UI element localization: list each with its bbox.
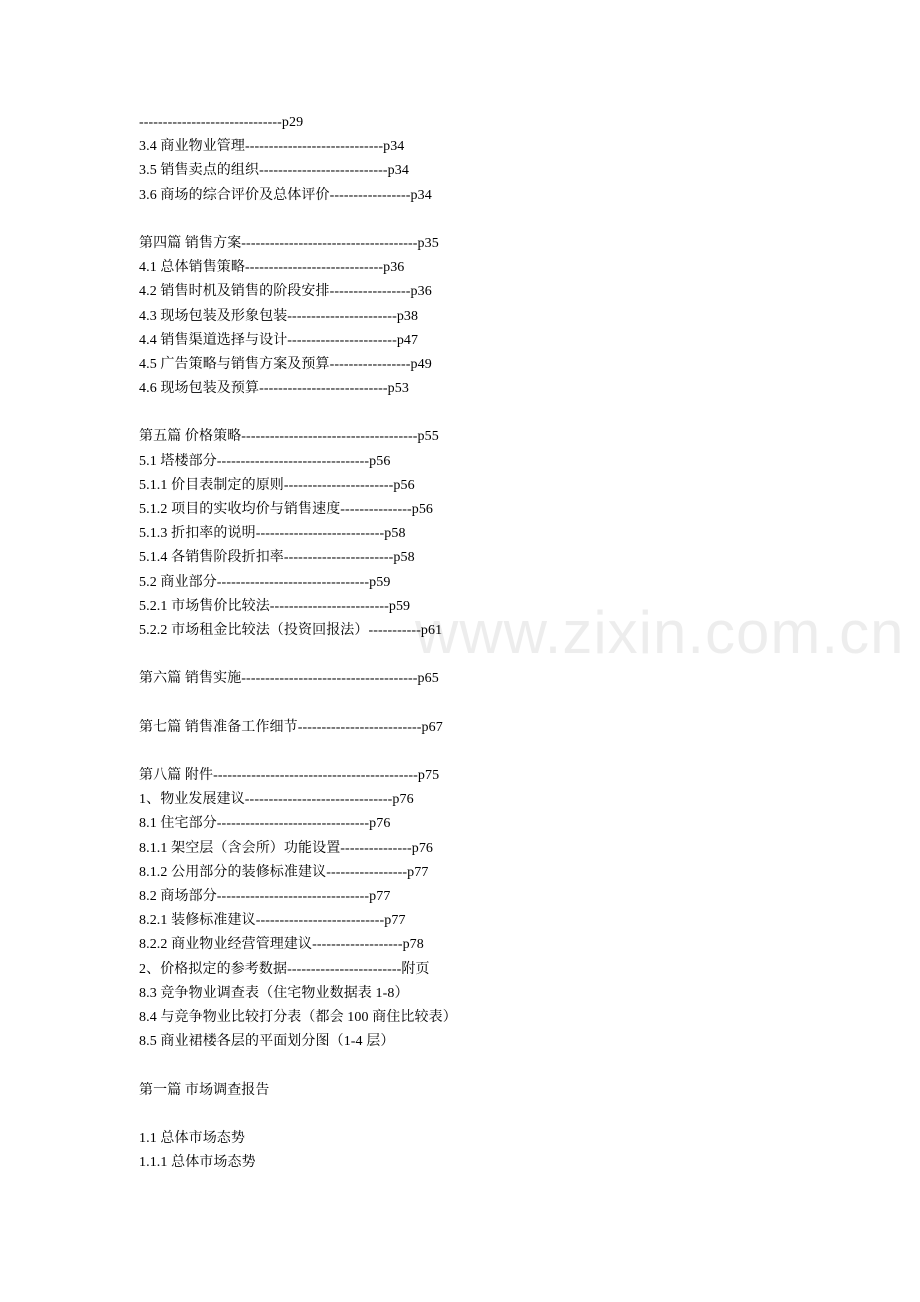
toc-line: 5.2 商业部分--------------------------------p59: [139, 574, 391, 590]
toc-line: 1、物业发展建议-------------------------------p76: [139, 792, 414, 808]
toc-line: 5.1 塔楼部分--------------------------------p56: [139, 453, 391, 469]
toc-line: 4.3 现场包装及形象包装-----------------------p38: [139, 308, 419, 324]
toc-line: 4.4 销售渠道选择与设计-----------------------p47: [139, 332, 419, 348]
toc-line: 4.6 现场包装及预算---------------------------p53: [139, 381, 409, 397]
blank-line: [139, 643, 859, 667]
toc-line: 1.1.1 总体市场态势: [139, 1155, 256, 1171]
blank-line: [139, 208, 859, 232]
toc-line: 5.1.1 价目表制定的原则-----------------------p56: [139, 477, 415, 493]
watermark-text: www.zixin.com.cn: [415, 599, 905, 666]
toc-line: 3.5 销售卖点的组织---------------------------p34: [139, 163, 409, 179]
toc-line: 8.5 商业裙楼各层的平面划分图（1-4 层）: [139, 1034, 395, 1050]
toc-line: 第七篇 销售准备工作细节--------------------------p67: [139, 719, 443, 735]
document-page: [139, 111, 859, 1175]
toc-line: 5.1.3 折扣率的说明---------------------------p58: [139, 526, 406, 542]
toc-line: 5.2.1 市场售价比较法-------------------------p59: [139, 598, 411, 614]
toc-line: 8.1.1 架空层（含会所）功能设置---------------p76: [139, 840, 434, 856]
toc-line: 8.4 与竞争物业比较打分表（都会 100 商住比较表）: [139, 1009, 457, 1025]
toc-line: 第五篇 价格策略-------------------------------------p55: [139, 429, 439, 445]
toc-line: ------------------------------p29: [139, 115, 304, 130]
toc-line: 8.3 竞争物业调查表（住宅物业数据表 1-8）: [139, 985, 409, 1001]
toc-line: 第一篇 市场调查报告: [139, 1082, 270, 1098]
toc-line: 5.1.2 项目的实收均价与销售速度---------------p56: [139, 502, 434, 517]
toc-line: 第六篇 销售实施-------------------------------------p65: [139, 671, 439, 687]
toc-line: 4.1 总体销售策略-----------------------------p36: [139, 260, 405, 276]
toc-line: 5.1.4 各销售阶段折扣率-----------------------p58: [139, 550, 415, 566]
blank-line: [139, 1054, 859, 1078]
toc-line: 8.2.2 商业物业经营管理建议-------------------p78: [139, 937, 424, 953]
toc-line: 第四篇 销售方案-------------------------------------p35: [139, 235, 439, 251]
toc-line: 3.6 商场的综合评价及总体评价-----------------p34: [139, 187, 432, 203]
toc-line: 4.2 销售时机及销售的阶段安排-----------------p36: [139, 284, 432, 300]
toc-line: 3.4 商业物业管理-----------------------------p34: [139, 139, 405, 155]
toc-line: 5.2.2 市场租金比较法（投资回报法）-----------p61: [139, 622, 443, 638]
toc-line: 8.2.1 装修标准建议---------------------------p77: [139, 913, 406, 929]
toc-line: 8.1 住宅部分--------------------------------p76: [139, 816, 391, 832]
blank-line: [139, 692, 859, 716]
toc-line: 4.5 广告策略与销售方案及预算-----------------p49: [139, 356, 432, 372]
toc-line: 1.1 总体市场态势: [139, 1130, 245, 1146]
blank-line: [139, 1103, 859, 1127]
blank-line: [139, 740, 859, 764]
toc-line: 8.2 商场部分--------------------------------p77: [139, 889, 391, 904]
toc-line: 第八篇 附件-------------------------------------------p75: [139, 768, 440, 784]
toc-line: 8.1.2 公用部分的装修标准建议-----------------p77: [139, 864, 429, 880]
blank-line: [139, 401, 859, 425]
toc-line: 2、价格拟定的参考数据------------------------附页: [139, 961, 430, 977]
